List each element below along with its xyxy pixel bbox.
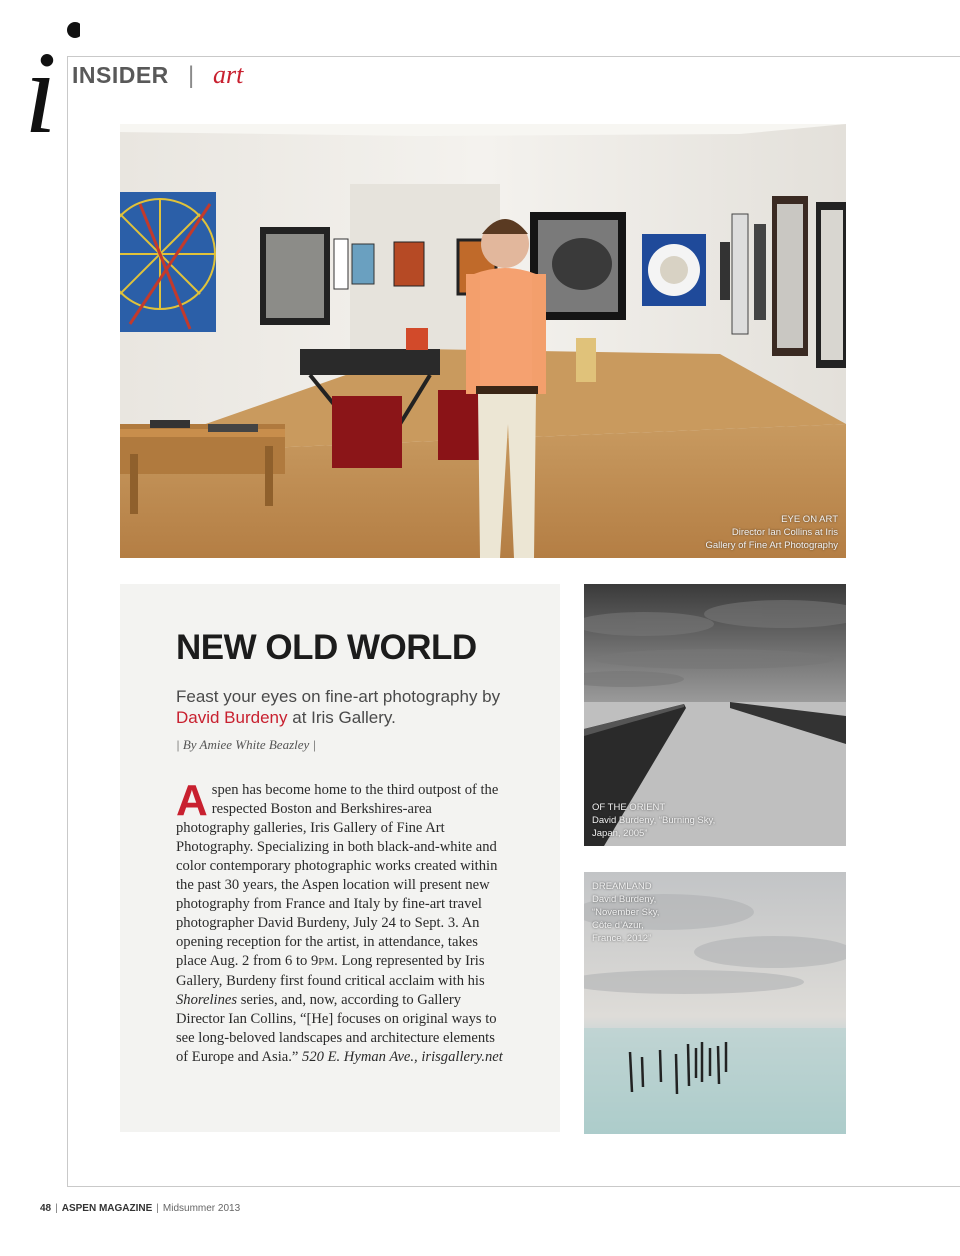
dreamland-caption-line: France, 2012” — [592, 933, 652, 944]
dreamland-caption-line: David Burdeny, — [592, 894, 657, 905]
gallery-photo — [120, 124, 846, 558]
main-photo-caption-line: Gallery of Fine Art Photography — [705, 540, 838, 551]
body-text-segment: spen has become home to the third outpost of the respected Boston and Berkshires-area photography galleries, Iris Gallery of Fine Art Photography. Specializing in both black-and-white and color contemporary photographic works created within the past 30 years, the Aspen location will present new photography from France and Italy by fine-art travel photographer David Burdeny, July 24 to Sept. 3. An opening reception for the artist, in attendance, takes place Aug. 2 from 6 to 9 — [176, 782, 499, 969]
series-title: Shorelines — [176, 992, 238, 1008]
orient-caption-title: OF THE ORIENT — [592, 802, 666, 813]
dreamland-photo — [584, 872, 846, 1134]
category-label: art — [213, 60, 244, 89]
page-frame-left — [67, 56, 68, 1186]
footer-separator: | — [156, 1203, 159, 1214]
article-deck — [176, 686, 506, 728]
gallery-address: 520 E. Hyman Ave., irisgallery.net — [302, 1049, 503, 1065]
article-byline: | By Amiee White Beazley | — [176, 737, 317, 752]
body-text-segment: PM — [318, 956, 335, 968]
footer-separator: | — [55, 1203, 58, 1214]
deck-text: at Iris Gallery. — [287, 708, 396, 727]
orient-caption — [592, 801, 715, 840]
main-photo-caption-line: Director Ian Collins at Iris — [731, 527, 838, 538]
insider-logo-letter: i — [24, 27, 57, 138]
issue-label: Midsummer 2013 — [162, 1203, 241, 1214]
orient-photo — [584, 584, 846, 846]
dreamland-caption-title: DREAMLAND — [592, 881, 652, 892]
article-body — [176, 776, 506, 1067]
section-label: INSIDER — [72, 62, 169, 88]
section-separator: | — [188, 62, 195, 89]
page-footer — [40, 1203, 240, 1214]
dreamland-caption-line: Côte d’Azur, — [592, 920, 644, 931]
orient-caption-line: David Burdeny, “Burning Sky, — [592, 815, 716, 826]
main-photo-caption — [705, 513, 838, 552]
page-number: 48 — [40, 1203, 52, 1214]
page-frame-bottom — [67, 1186, 960, 1187]
magazine-name: ASPEN MAGAZINE — [61, 1203, 153, 1214]
page-frame-top — [67, 56, 960, 57]
orient-caption-line: Japan, 2005” — [592, 828, 648, 839]
deck-photographer-name: David Burdeny — [176, 708, 288, 727]
drop-cap: A — [176, 776, 208, 825]
body-text-segment: series, and, now, according to Gallery Director Ian Collins, “[He] focuses on original ways to see long-beloved landscapes and architecture elements of Europe and Asia.” — [176, 992, 497, 1065]
dreamland-caption — [592, 880, 659, 945]
body-text-segment: . Long represented by Iris Gallery, Burdeny first found critical acclaim with his — [176, 953, 485, 989]
dreamland-caption-line: “November Sky, — [592, 907, 660, 918]
main-photo-caption-title: EYE ON ART — [781, 514, 838, 525]
article-headline: NEW OLD WORLD — [176, 628, 477, 667]
deck-text: Feast your eyes on fine-art photography by — [176, 687, 501, 706]
